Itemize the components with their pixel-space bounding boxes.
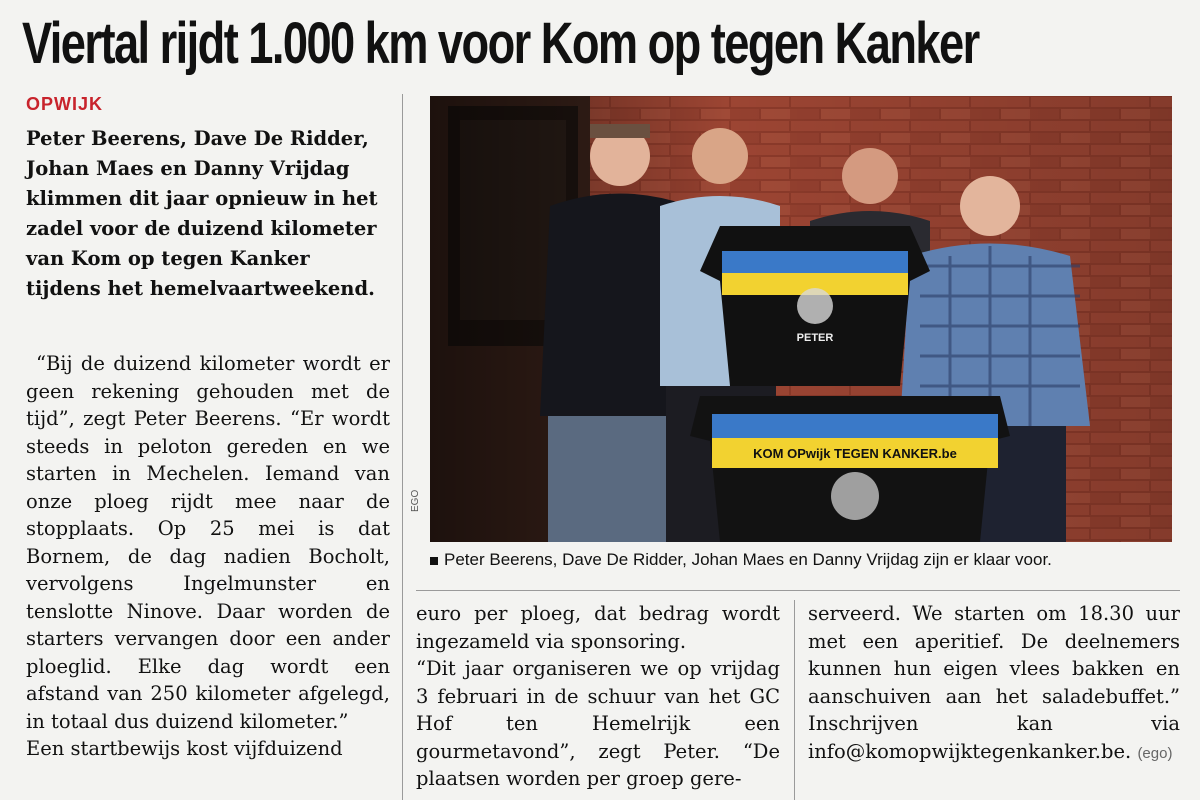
jersey-name: PETER: [796, 332, 834, 344]
paragraph: “Dit jaar organiseren we op vrijdag 3 februari in de schuur van het GC Hof ten Hemelrijk een gourmetavond”, zegt Peter. “De plaatsen worden per groep gere-: [416, 657, 780, 790]
column-2: [416, 600, 780, 793]
caption-rule: [416, 590, 1180, 591]
column-1: [26, 350, 390, 763]
photo-illustration: [430, 96, 1172, 542]
paragraph: Een startbewijs kost vijfduizend: [26, 737, 343, 760]
location-label: OPWIJK: [26, 94, 104, 114]
headline: Viertal rijdt 1.000 km voor Kom op tegen Kanker: [22, 11, 979, 76]
jersey-text: KOM OPwijk TEGEN KANKER.be: [753, 446, 957, 461]
column-divider: [402, 94, 403, 800]
column-3: [808, 600, 1180, 767]
paragraph: [808, 600, 1180, 767]
photo-credit: EGO: [410, 489, 421, 512]
paragraph: “Bij de duizend kilometer wordt er geen rekening gehouden met de tijd”, zegt Peter Beerens. “Er wordt steeds in peloton gereden en we starten in Mechelen. Iemand van onze ploeg rijdt mee naar de stopplaats. Op 25 mei is dat Bornem, de dag nadien Bocholt, vervolgens Ingelmunster en tenslotte Ninove. Daar worden de starters vervangen door een ander ploeglid. Elke dag wordt een afstand van 250 kilometer afgelegd, in totaal dus duizend kilometer.”: [26, 352, 390, 733]
author-credit: (ego): [1137, 744, 1173, 762]
caption-text: Peter Beerens, Dave De Ridder, Johan Maes en Danny Vrijdag zijn er klaar voor.: [444, 550, 1052, 569]
article-photo: [430, 96, 1172, 542]
caption-bullet-icon: [430, 557, 438, 565]
paragraph-text: serveerd. We starten om 18.30 uur met een aperitief. De deelnemers kunnen hun eigen vlees bakken en aanschuiven aan het saladebuffet.” Inschrijven kan via info@komopwijktegenkanker.be.: [808, 602, 1180, 763]
paragraph: euro per ploeg, dat bedrag wordt ingezameld via sponsoring.: [416, 602, 780, 653]
lead-paragraph: Peter Beerens, Dave De Ridder, Johan Maes en Danny Vrijdag klimmen dit jaar opnieuw in het zadel voor de duizend kilometer van Kom op tegen Kanker tijdens het hemelvaartweekend.: [26, 127, 378, 300]
photo-caption: [430, 550, 1190, 570]
column-divider: [794, 600, 795, 800]
